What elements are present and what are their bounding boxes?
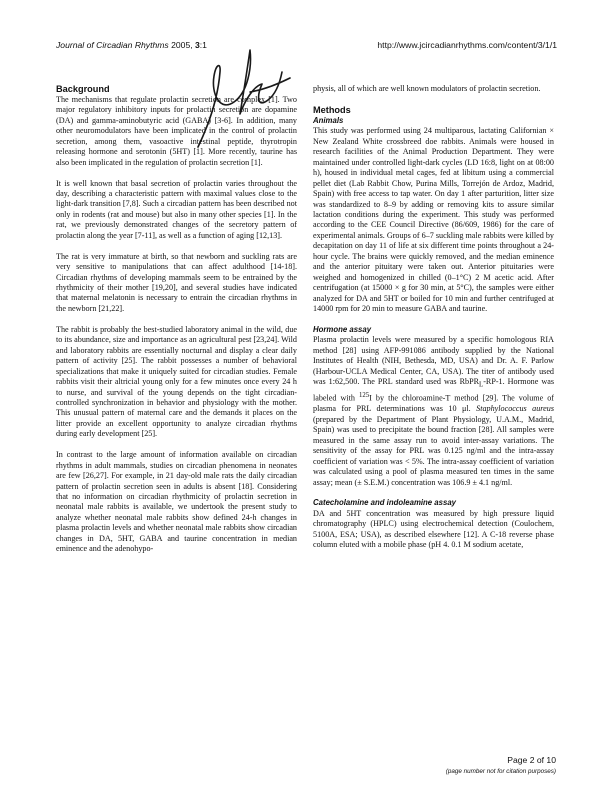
section-heading-methods: Methods	[313, 104, 351, 115]
background-paragraph: It is well known that basal secretion of prolactin varies throughout the day, describing a characteristic pattern with maximal values close to the light-dark transition [7,8]. Such a circadian pattern has been described not only in rodents (rat and mouse) but also in many other species [1]. In the rat, we previously demonstrated changes of the secretory pattern of prolactin along the year [7-11], as well as a function of aging [12,13].	[56, 178, 297, 240]
background-continuation: physis, all of which are well known modulators of prolactin secretion.	[313, 84, 541, 93]
background-paragraph: In contrast to the large amount of information available on circadian rhythms in adult mammals, studies on circadian phenomena in neonates are few [26,27]. For example, in 21 day-old male rats the daily circadian pattern of prolactin secretion seen in adults is absent [18]. Considering that no information on circadian rhythmicity of prolactin secretion in neonatal male rabbits is available, we undertook the present study to analyze whether neonatal male rabbits show defined 24-h changes in plasma prolactin levels and whether neonatal male rabbits show circadian changes in DA, 5HT, GABA and taurine concentration in median eminence and the adenohypo-	[56, 450, 297, 554]
background-paragraph: The rabbit is probably the best-studied laboratory animal in the wild, due to its abundance, size and importance as an agricultural pest [23,24]. Wild and laboratory rabbits are essentially nocturnal and display a clear daily pattern of activity [25]. The rabbit possesses a number of behavioral specializations that make it uniquely suited for circadian studies. Female rabbits visit their altricial young only for a few minutes once every 24 h to nurse, and survival of the young depends on the tight circadian-controlled synchronization in behavior and physiology with the mother. This unusual pattern of maternal care and the demands it places on the litter provide an excellent opportunity to analyze circadian rhythms during early development [25].	[56, 324, 297, 439]
journal-volume: 3	[195, 40, 200, 50]
left-column	[56, 84, 297, 565]
journal-year: 2005,	[168, 40, 196, 50]
page-number-note: (page number not for citation purposes)	[445, 768, 556, 775]
animals-paragraph: This study was performed using 24 multiparous, lactating Californian × New Zealand White crossbreed doe rabbits. Animals were housed in research facilities of the Animal Production Department. They were maintained under controlled light-dark cycles (LD 16:8, light on at 08:00 h), housed in individual metal cages, fed at libitum using a commercial pellet diet (Lab Rabbit Chow, Purina Mills, Torrejón de Ardoz, Madrid, Spain) with free access to tap water. On day 1 after parturition, litter size was standardized to 8–9 by adding or removing kits to assure similar lactation conditions during the experiment. This study was performed according to the CEE Council Directive (86/609, 1986) for the care of experimental animals. Groups of 6–7 suckling male rabbits were killed by decapitation on day 11 of life at six different time points throughout a 24-hour cycle. The brains were quickly removed, and the median eminence and the anterior pituitary were taken out. Anterior pituitaries were weighed and homogenized in chilled (0–1°C) 2 M acetic acid. After centrifugation (at 15000 × g for 30 min, at 5°C), the samples were either analyzed for DA and 5HT or boiled for 10 min and further centrifuged at 14000 rpm for 20 min to measure GABA and taurine.	[313, 126, 554, 314]
hormone-assay-paragraph: Plasma prolactin levels were measured by a specific homologous RIA method [28] using AFP-991086 antibody supplied by the National Institutes of Health (NIH, Bethesda, MD, USA) and Dr. A. F. Parlow (Harbour-UCLA Medical Center, CA, USA). The titer of antibody used was 1:62,500. The PRL standard used was RbPR$_L$-RP-1. Hormone was labeled with $^{125}$I by the chloroamine-T method [29]. The volume of plasma for PRL determinations was 10 μl. Staphylococcus aureus (prepared by the Department of Plant Physiology, U.A.M., Madrid, Spain) was used to precipitate the bound fraction [28]. All samples were measured in the same assay run to avoid inter-assay variations. The sensitivity of the assay for PRL was 0.125 ng/ml and the intra-assay coefficient of variation was < 5%. The intra-assay coefficient of variation was calculated using a pool of plasma measured ten times in the same assay; mean (± S.E.M.) concentration was 106.9 ± 4.1 ng/ml.	[313, 335, 554, 487]
catecholamine-paragraph: DA and 5HT concentration was measured by high pressure liquid chromatography (HPLC) using electrochemical detection (Coulochem, 5100A, ESA; USA), as described elsewhere [12]. A C-18 reverse phase column eluted with a mobile phase (pH 4. 0.1 M sodium acetate,	[313, 508, 554, 550]
running-header-journal	[56, 40, 207, 50]
subheading-animals: Animals	[313, 115, 344, 125]
journal-name: Journal of Circadian Rhythms	[56, 40, 169, 50]
subheading-catecholamine-assay: Catecholamine and indoleamine assay	[313, 498, 456, 508]
background-paragraph: The mechanisms that regulate prolactin secretion are complex [1]. Two major regulatory inhibitory inputs for prolactin secretion are dopamine (DA) and gamma-aminobutyric acid (GABA) [3-6]. In addition, many other neuromodulators have been implicated in the control of prolactin secretion, among them, vasoactive intestinal peptide, thyrotropin releasing hormone and serotonin (5HT) [1]. More recently, taurine has also been implicated in the regulation of prolactin secretion [1].	[56, 95, 297, 167]
running-header-url[interactable]: http://www.jcircadianrhythms.com/content/3/1/1	[377, 40, 557, 50]
journal-page-id: :1	[199, 40, 207, 50]
background-paragraph: The rat is very immature at birth, so that newborn and suckling rats are very sensitive to manipulations that can affect adulthood [14-18]. Circadian rhythms of developing mammals seem to be entrained by the rhythmicity of their mother [19,20], and several studies have indicated that maternal melatonin is necessary to entrain the circadian rhythms in the newborn [21,22].	[56, 251, 297, 313]
subheading-hormone-assay: Hormone assay	[313, 324, 372, 334]
page-number: Page 2 of 10	[507, 755, 556, 765]
right-column	[313, 84, 554, 561]
section-heading-background: Background	[56, 84, 110, 94]
